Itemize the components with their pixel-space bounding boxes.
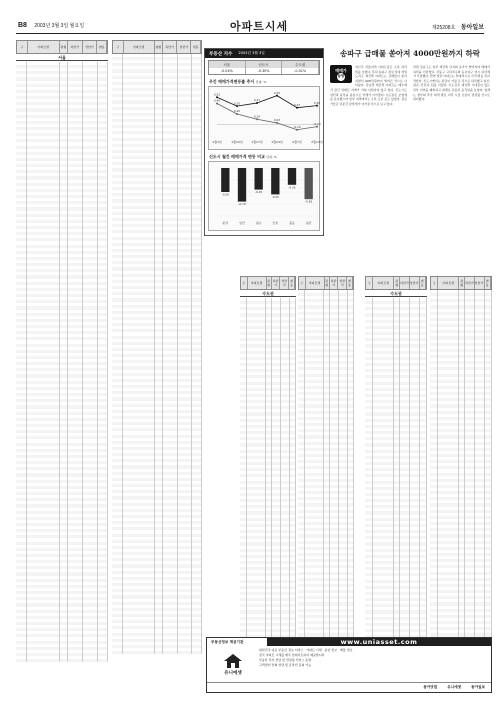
- header-rule: [16, 33, 484, 34]
- listing-column-2: [112, 40, 202, 654]
- column-header: [240, 276, 296, 290]
- listing-cell: [16, 659, 27, 662]
- page-number: B8: [18, 22, 27, 29]
- section-title: 아파트시세: [230, 20, 289, 33]
- listing-column-4: [298, 276, 354, 643]
- column-header-cell: 구: [113, 41, 124, 53]
- column-header-cell: 변동: [290, 279, 294, 287]
- edition-number: 제25208호: [431, 25, 456, 31]
- listing-column-1: [16, 40, 108, 662]
- column-header-cell: 아파트명: [28, 41, 60, 53]
- listing-row: [112, 651, 202, 654]
- column-header-cell: 구: [299, 277, 306, 289]
- listing-cell: [27, 659, 59, 662]
- listing-cell: [155, 651, 164, 654]
- listing-cell: [83, 659, 98, 662]
- listing-cell: [68, 659, 83, 662]
- column-header-cell: 구: [17, 41, 28, 53]
- listing-column-3: [240, 276, 296, 651]
- listing-cell: [163, 651, 178, 654]
- newspaper-brand: 동아일보: [460, 25, 484, 31]
- column-header-cell: 아파트명: [373, 277, 394, 289]
- column-header-cell: 변동: [420, 277, 427, 289]
- listing-section-title: 수도권: [365, 290, 427, 297]
- listing-column-5: [365, 276, 427, 651]
- column-header-cell: 구: [241, 277, 248, 289]
- listing-section-title: 서울: [16, 54, 108, 61]
- column-header-cell: 아파트명: [306, 277, 325, 289]
- column-header-cell: 평형: [155, 41, 163, 53]
- column-header: [298, 276, 354, 290]
- column-header-cell: 상한가: [83, 41, 98, 53]
- listing-cell: [60, 659, 69, 662]
- header-left: [18, 22, 84, 29]
- listing-section-title: 수도권: [240, 290, 296, 297]
- column-header-cell: 상한가: [177, 41, 191, 53]
- column-header-cell: 하한가: [400, 277, 410, 289]
- column-header-cell: 변동: [97, 41, 107, 53]
- column-header-cell: 상한가: [410, 277, 420, 289]
- column-header: [112, 40, 202, 54]
- column-header-cell: 하한가: [68, 41, 83, 53]
- column-header-cell: 변동: [348, 279, 352, 287]
- listing-cell: [178, 651, 193, 654]
- column-header-cell: 변동: [191, 41, 201, 53]
- column-header: [365, 276, 427, 290]
- column-header-cell: 평형: [267, 279, 271, 287]
- header-right: [432, 22, 484, 31]
- column-header-cell: 평형: [325, 279, 329, 287]
- column-header: [16, 40, 108, 54]
- column-header-cell: 상한가: [339, 279, 346, 287]
- listing-cell: [112, 651, 123, 654]
- column-header-cell: 평형: [60, 41, 69, 53]
- column-header-cell: 평형: [395, 279, 399, 287]
- issue-date: 2003년 3월 3일 월요일: [34, 23, 85, 29]
- listing-cell: [123, 651, 155, 654]
- listing-cell: [98, 659, 108, 662]
- page-header: [0, 0, 500, 40]
- column-header-cell: 아파트명: [248, 277, 267, 289]
- column-header-cell: 하한가: [272, 279, 279, 287]
- column-header-cell: 구: [366, 277, 373, 289]
- column-header-cell: 아파트명: [124, 41, 155, 53]
- listing-row: [16, 659, 108, 662]
- listing-cell: [192, 651, 202, 654]
- column-header-cell: 상한가: [281, 279, 288, 287]
- column-header-cell: 하한가: [163, 41, 177, 53]
- column-header-cell: 하한가: [330, 279, 337, 287]
